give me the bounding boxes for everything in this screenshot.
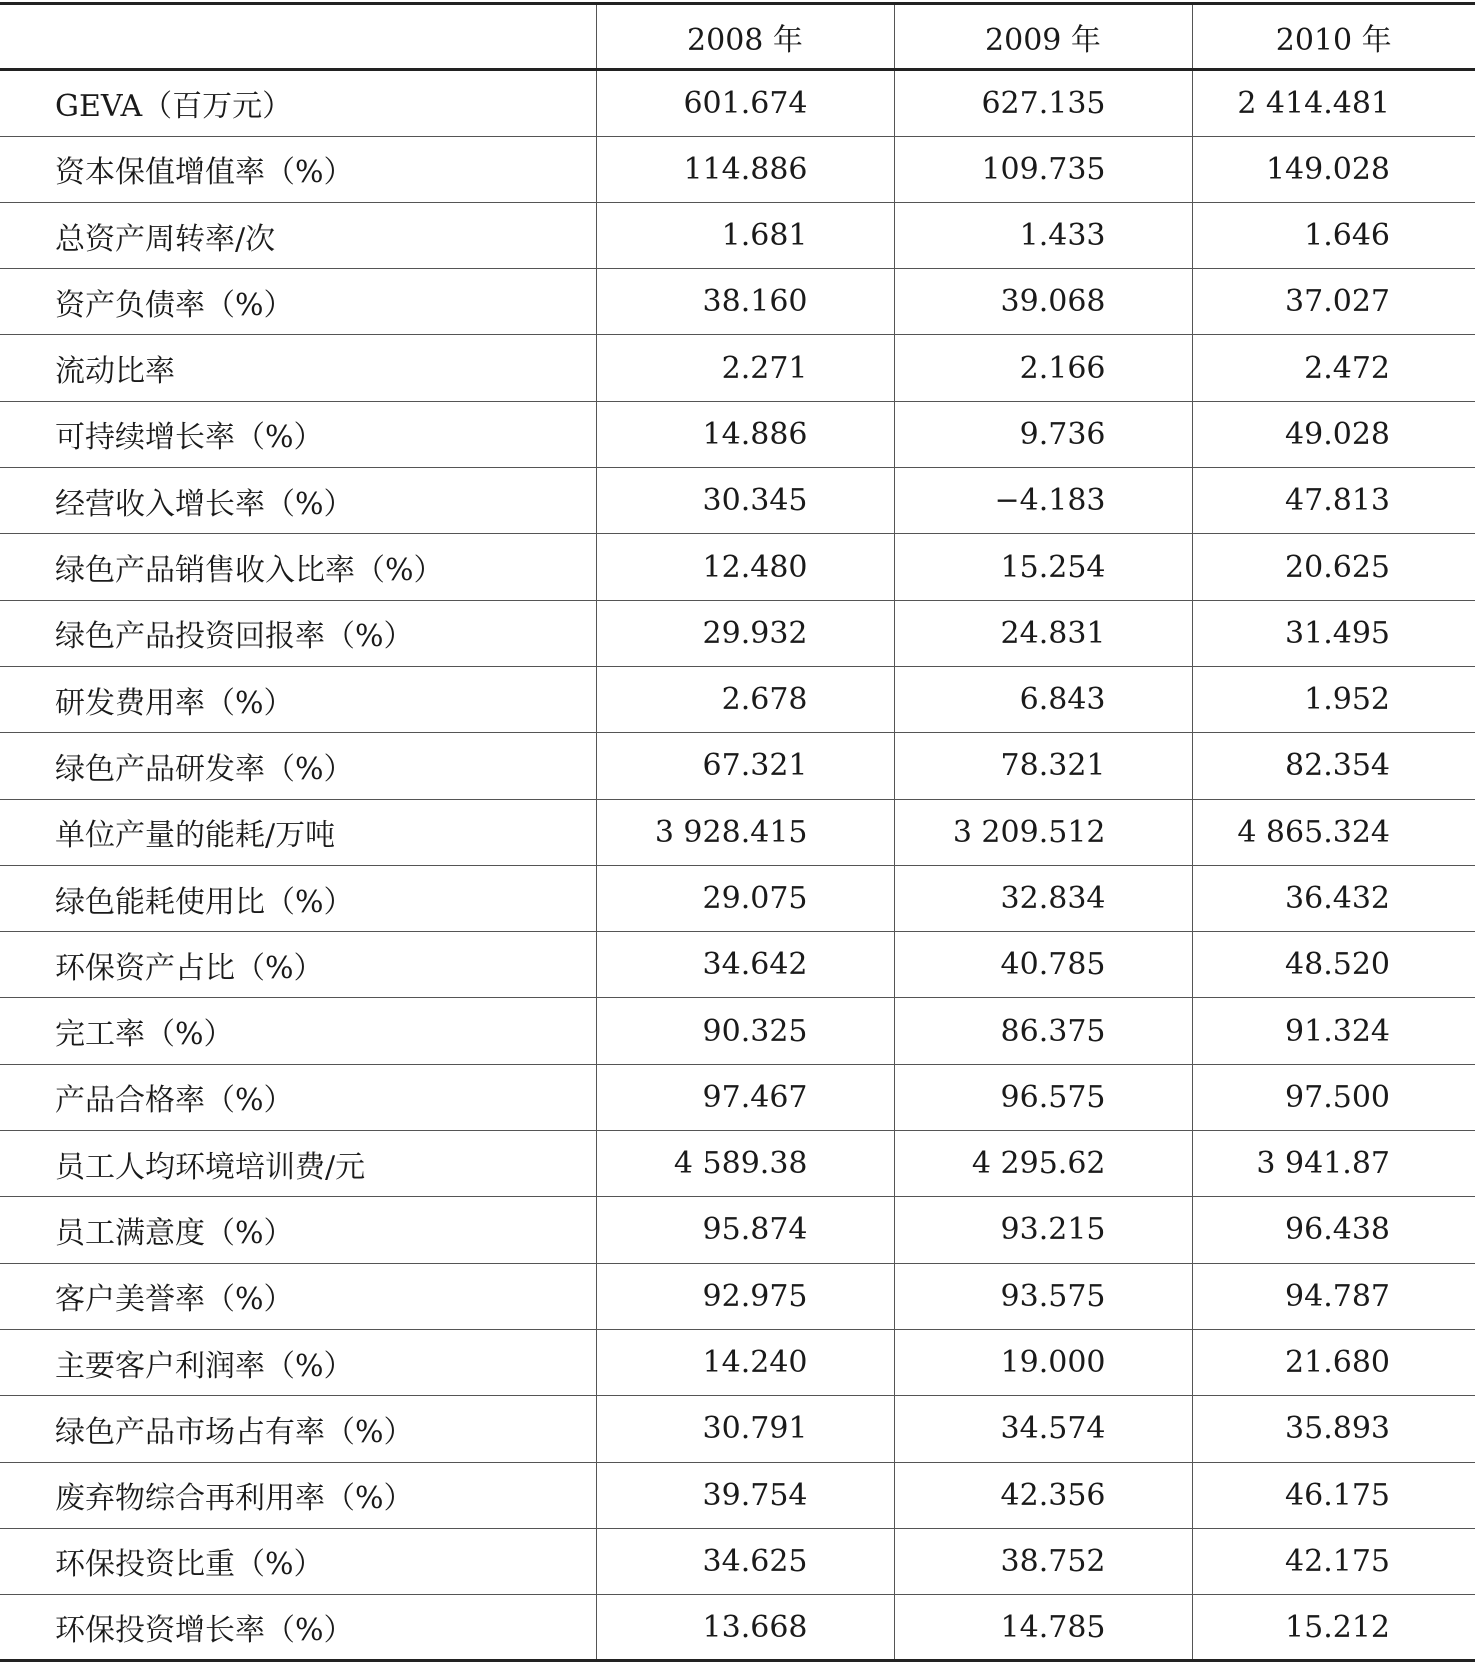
value-cell: 46.175 xyxy=(1192,1462,1475,1528)
table-row xyxy=(0,335,1475,401)
value-cell: 34.642 xyxy=(596,932,894,998)
value-cell: 30.345 xyxy=(596,468,894,534)
row-label: 绿色能耗使用比（%） xyxy=(0,865,596,931)
table-row xyxy=(0,998,1475,1064)
value-cell: 42.356 xyxy=(894,1462,1192,1528)
value-cell: 2.472 xyxy=(1192,335,1475,401)
value-cell: 92.975 xyxy=(596,1263,894,1329)
table-row xyxy=(0,666,1475,732)
value-cell: 4 295.62 xyxy=(894,1131,1192,1197)
table-row xyxy=(0,1528,1475,1594)
row-label: 员工满意度（%） xyxy=(0,1197,596,1263)
row-label: 经营收入增长率（%） xyxy=(0,468,596,534)
value-cell: 15.254 xyxy=(894,534,1192,600)
value-cell: 37.027 xyxy=(1192,269,1475,335)
value-cell: 3 209.512 xyxy=(894,799,1192,865)
value-cell: 48.520 xyxy=(1192,932,1475,998)
table-row xyxy=(0,1197,1475,1263)
value-cell: 35.893 xyxy=(1192,1396,1475,1462)
value-cell: 24.831 xyxy=(894,600,1192,666)
value-cell: 4 589.38 xyxy=(596,1131,894,1197)
value-cell: 3 941.87 xyxy=(1192,1131,1475,1197)
value-cell: 1.681 xyxy=(596,202,894,268)
value-cell: 29.075 xyxy=(596,865,894,931)
value-cell: 15.212 xyxy=(1192,1595,1475,1661)
table-row xyxy=(0,1329,1475,1395)
row-label: 流动比率 xyxy=(0,335,596,401)
row-label: 产品合格率（%） xyxy=(0,1064,596,1130)
value-cell: 49.028 xyxy=(1192,401,1475,467)
row-label: 完工率（%） xyxy=(0,998,596,1064)
value-cell: 601.674 xyxy=(596,70,894,136)
value-cell: 627.135 xyxy=(894,70,1192,136)
value-cell: 14.785 xyxy=(894,1595,1192,1661)
value-cell: 13.668 xyxy=(596,1595,894,1661)
value-cell: 40.785 xyxy=(894,932,1192,998)
value-cell: 95.874 xyxy=(596,1197,894,1263)
row-label: 可持续增长率（%） xyxy=(0,401,596,467)
value-cell: 2.271 xyxy=(596,335,894,401)
row-label: 废弃物综合再利用率（%） xyxy=(0,1462,596,1528)
row-label: 绿色产品销售收入比率（%） xyxy=(0,534,596,600)
value-cell: 97.467 xyxy=(596,1064,894,1130)
value-cell: 39.754 xyxy=(596,1462,894,1528)
table-row xyxy=(0,70,1475,136)
table-row xyxy=(0,1462,1475,1528)
value-cell: 94.787 xyxy=(1192,1263,1475,1329)
table-row xyxy=(0,401,1475,467)
value-cell: 34.625 xyxy=(596,1528,894,1594)
row-label: 主要客户利润率（%） xyxy=(0,1329,596,1395)
value-cell: 67.321 xyxy=(596,733,894,799)
value-cell: 3 928.415 xyxy=(596,799,894,865)
value-cell: 29.932 xyxy=(596,600,894,666)
row-label: 绿色产品投资回报率（%） xyxy=(0,600,596,666)
row-label: 环保投资比重（%） xyxy=(0,1528,596,1594)
value-cell: 90.325 xyxy=(596,998,894,1064)
value-cell: 20.625 xyxy=(1192,534,1475,600)
data-table xyxy=(0,2,1475,1662)
value-cell: 21.680 xyxy=(1192,1329,1475,1395)
value-cell: 12.480 xyxy=(596,534,894,600)
table-row xyxy=(0,932,1475,998)
table-row xyxy=(0,1131,1475,1197)
value-cell: 19.000 xyxy=(894,1329,1192,1395)
table-row xyxy=(0,1263,1475,1329)
value-cell: 149.028 xyxy=(1192,136,1475,202)
value-cell: 109.735 xyxy=(894,136,1192,202)
header-cell-2009: 2009 年 xyxy=(894,4,1192,70)
value-cell: 1.433 xyxy=(894,202,1192,268)
value-cell: 93.215 xyxy=(894,1197,1192,1263)
value-cell: 36.432 xyxy=(1192,865,1475,931)
value-cell: 96.438 xyxy=(1192,1197,1475,1263)
table-row xyxy=(0,733,1475,799)
row-label: GEVA（百万元） xyxy=(0,70,596,136)
value-cell: 91.324 xyxy=(1192,998,1475,1064)
value-cell: 39.068 xyxy=(894,269,1192,335)
row-label: 研发费用率（%） xyxy=(0,666,596,732)
value-cell: 2 414.481 xyxy=(1192,70,1475,136)
row-label: 资本保值增值率（%） xyxy=(0,136,596,202)
header-cell-2008: 2008 年 xyxy=(596,4,894,70)
value-cell: 86.375 xyxy=(894,998,1192,1064)
value-cell: 114.886 xyxy=(596,136,894,202)
value-cell: 38.160 xyxy=(596,269,894,335)
table-row xyxy=(0,865,1475,931)
row-label: 环保资产占比（%） xyxy=(0,932,596,998)
value-cell: 82.354 xyxy=(1192,733,1475,799)
table-row xyxy=(0,1595,1475,1661)
value-cell: 2.678 xyxy=(596,666,894,732)
value-cell: 1.646 xyxy=(1192,202,1475,268)
value-cell: 30.791 xyxy=(596,1396,894,1462)
value-cell: 38.752 xyxy=(894,1528,1192,1594)
table-row xyxy=(0,468,1475,534)
value-cell: 78.321 xyxy=(894,733,1192,799)
value-cell: 97.500 xyxy=(1192,1064,1475,1130)
data-table-container xyxy=(0,2,1475,1662)
table-row xyxy=(0,600,1475,666)
table-row xyxy=(0,136,1475,202)
row-label: 绿色产品市场占有率（%） xyxy=(0,1396,596,1462)
table-row xyxy=(0,1064,1475,1130)
value-cell: 6.843 xyxy=(894,666,1192,732)
value-cell: 14.886 xyxy=(596,401,894,467)
value-cell: −4.183 xyxy=(894,468,1192,534)
value-cell: 96.575 xyxy=(894,1064,1192,1130)
table-row xyxy=(0,534,1475,600)
table-body xyxy=(0,70,1475,1661)
value-cell: 32.834 xyxy=(894,865,1192,931)
row-label: 环保投资增长率（%） xyxy=(0,1595,596,1661)
value-cell: 1.952 xyxy=(1192,666,1475,732)
header-cell-empty xyxy=(0,4,596,70)
table-row xyxy=(0,269,1475,335)
value-cell: 14.240 xyxy=(596,1329,894,1395)
table-row xyxy=(0,202,1475,268)
value-cell: 4 865.324 xyxy=(1192,799,1475,865)
row-label: 客户美誉率（%） xyxy=(0,1263,596,1329)
row-label: 员工人均环境培训费/元 xyxy=(0,1131,596,1197)
table-row xyxy=(0,1396,1475,1462)
value-cell: 31.495 xyxy=(1192,600,1475,666)
value-cell: 42.175 xyxy=(1192,1528,1475,1594)
row-label: 总资产周转率/次 xyxy=(0,202,596,268)
value-cell: 47.813 xyxy=(1192,468,1475,534)
value-cell: 34.574 xyxy=(894,1396,1192,1462)
value-cell: 9.736 xyxy=(894,401,1192,467)
row-label: 资产负债率（%） xyxy=(0,269,596,335)
value-cell: 93.575 xyxy=(894,1263,1192,1329)
value-cell: 2.166 xyxy=(894,335,1192,401)
header-row xyxy=(0,4,1475,70)
table-row xyxy=(0,799,1475,865)
header-cell-2010: 2010 年 xyxy=(1192,4,1475,70)
row-label: 绿色产品研发率（%） xyxy=(0,733,596,799)
row-label: 单位产量的能耗/万吨 xyxy=(0,799,596,865)
